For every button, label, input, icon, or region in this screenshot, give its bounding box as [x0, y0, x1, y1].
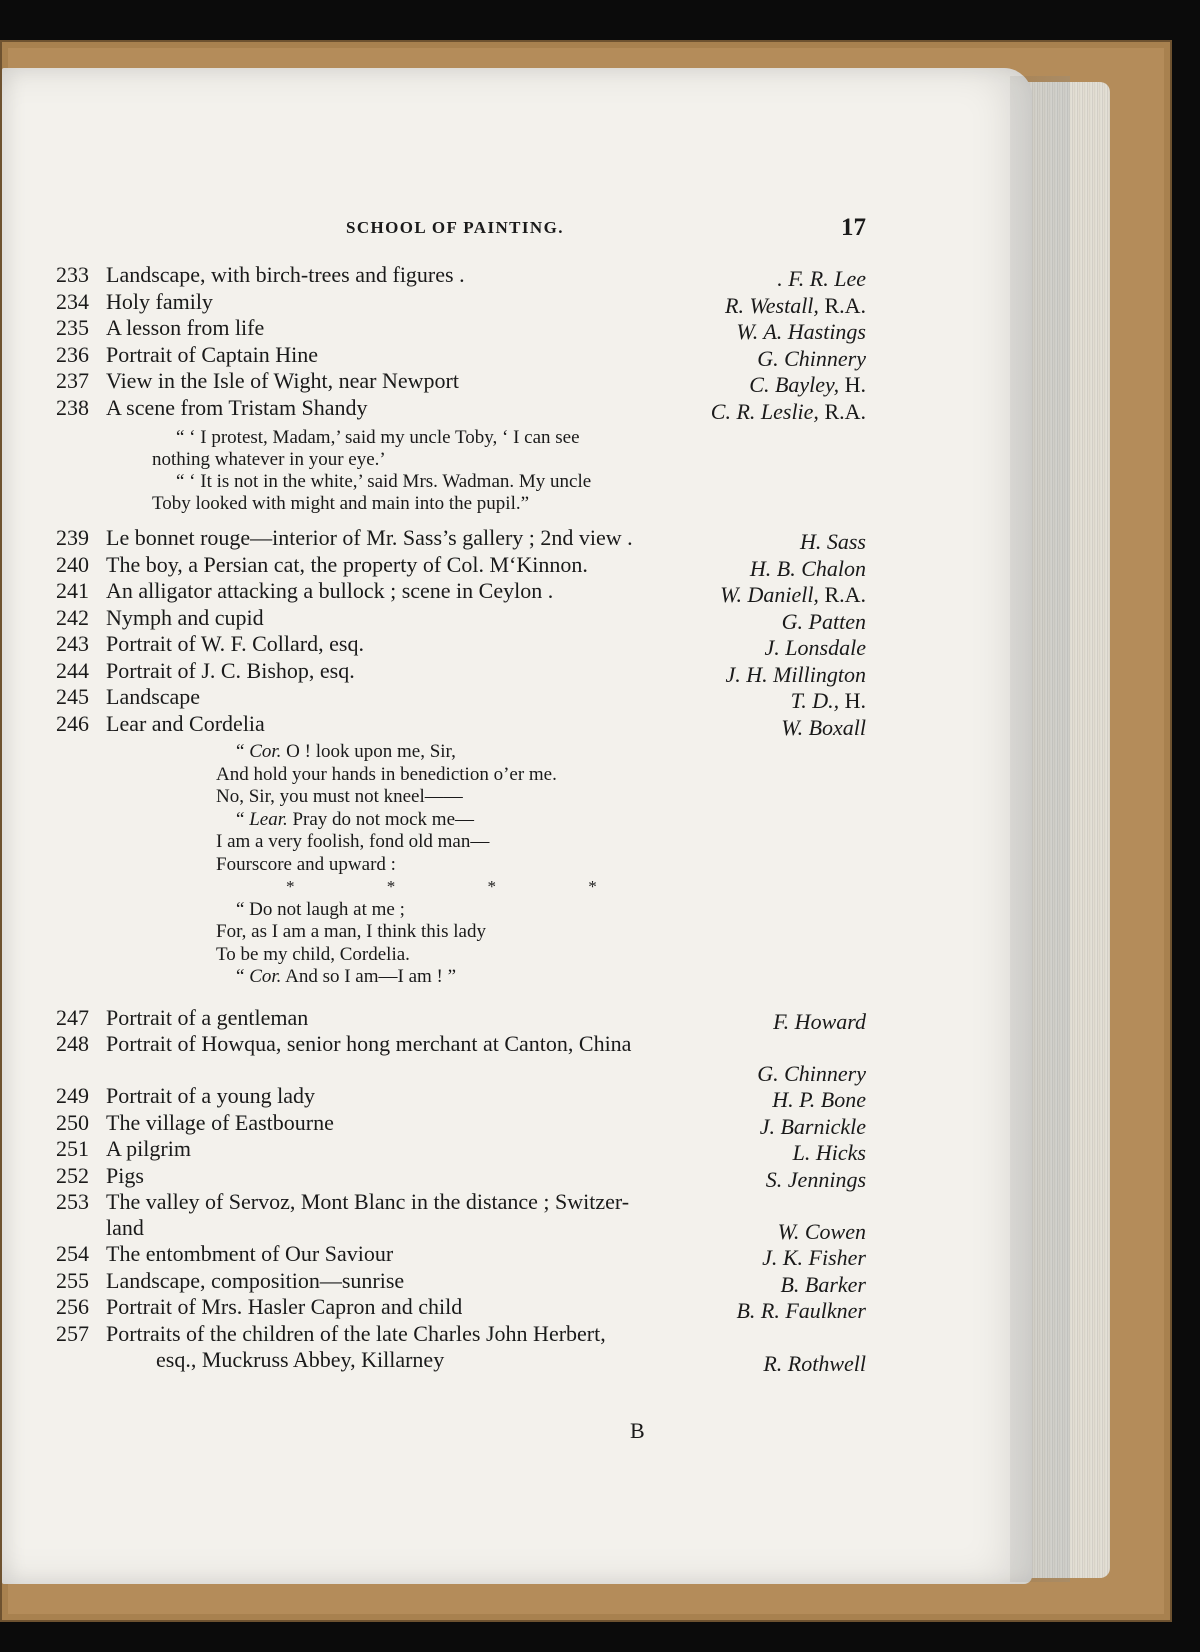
catalogue-entry: 234 Holy family R. Westall, R.A.	[56, 288, 866, 318]
catalogue-entry: 242 Nymph and cupid G. Patten	[56, 604, 866, 634]
signature-mark: B	[630, 1418, 645, 1443]
quotation-238: “ ‘ I protest, Madam,’ said my uncle Toby, ‘ I can see nothing whatever in your eye.’ “ ‘ It is not in the white,’ said Mrs. Wadman. My uncle Toby looked with might and main into the pupil.”	[152, 427, 592, 514]
catalogue-entry: 233 Landscape, with birch-trees and figures . . F. R. Lee	[56, 262, 866, 291]
catalogue-entry: 248 Portrait of Howqua, senior hong merchant at Canton, China G. Chinnery	[56, 1031, 866, 1086]
catalogue-entry: 235 A lesson from life W. A. Hastings	[56, 315, 866, 344]
artist-name: S. Jennings	[765, 1166, 866, 1192]
catalogue-entries	[56, 262, 866, 1376]
artist-name: B. Barker	[780, 1271, 866, 1297]
catalogue-entry: 245 Landscape T. D., H.	[56, 684, 866, 713]
catalogue-entry: 239 Le bonnet rouge—interior of Mr. Sass’s gallery ; 2nd view . H. Sass	[56, 525, 866, 554]
catalogue-entry: 241 An alligator attacking a bullock ; scene in Ceylon . W. Daniell, R.A.	[56, 578, 866, 607]
artist-name: C. Bayley, H.	[749, 372, 866, 397]
artist-name: W. Boxall	[781, 714, 866, 740]
artist-name: G. Chinnery	[757, 345, 866, 371]
page-number: 17	[841, 214, 866, 241]
catalogue-entry: 252 Pigs S. Jennings	[56, 1162, 866, 1192]
artist-name: H. P. Bone	[772, 1087, 866, 1112]
catalogue-entry: 251 A pilgrim L. Hicks	[56, 1136, 866, 1165]
artist-name: J. H. Millington	[725, 661, 866, 687]
artist-name: W. A. Hastings	[736, 319, 866, 344]
catalogue-entry: 247 Portrait of a gentleman F. Howard	[56, 1004, 866, 1034]
catalogue-entry: 238 A scene from Tristam Shandy C. R. Leslie, R.A.	[56, 394, 866, 424]
artist-name: H. B. Chalon	[749, 555, 866, 581]
catalogue-entry: 256 Portrait of Mrs. Hasler Capron and child B. R. Faulkner	[56, 1294, 866, 1323]
artist-name: R. Westall, R.A.	[725, 292, 866, 318]
artist-name: T. D., H.	[790, 688, 866, 713]
catalogue-entry: 257 Portraits of the children of the late Charles John Herbert, esq., Muckruss Abbey, Killarney R. Rothwell	[56, 1320, 866, 1376]
artist-name: B. R. Faulkner	[736, 1298, 866, 1323]
artist-name: F. Howard	[773, 1008, 866, 1034]
catalogue-entry: 246 Lear and Cordelia W. Boxall	[56, 710, 866, 740]
catalogue-entry: 243 Portrait of W. F. Collard, esq. J. Lonsdale	[56, 631, 866, 660]
catalogue-entry: 236 Portrait of Captain Hine G. Chinnery	[56, 341, 866, 371]
artist-name: W. Cowen	[777, 1219, 866, 1244]
catalogue-entry: 249 Portrait of a young lady H. P. Bone	[56, 1083, 866, 1112]
artist-name: . F. R. Lee	[777, 266, 866, 291]
catalogue-entry: 254 The entombment of Our Saviour J. K. Fisher	[56, 1241, 866, 1270]
artist-name: J. K. Fisher	[762, 1245, 866, 1270]
artist-name: H. Sass	[799, 529, 866, 554]
artist-name: W. Daniell, R.A.	[720, 582, 866, 607]
artist-name: L. Hicks	[792, 1140, 866, 1165]
catalogue-entry: 240 The boy, a Persian cat, the property of Col. M‘Kinnon. H. B. Chalon	[56, 551, 866, 581]
artist-name: C. R. Leslie, R.A.	[710, 398, 866, 424]
catalogue-entry: 253 The valley of Servoz, Mont Blanc in the distance ; Switzer- land W. Cowen	[56, 1189, 866, 1244]
artist-name: J. Barnickle	[759, 1113, 866, 1139]
artist-name: J. Lonsdale	[764, 635, 866, 660]
page-header	[56, 214, 866, 254]
verse-246: “ Cor. O ! look upon me, Sir, And hold your hands in benediction o’er me. No, Sir, you must not kneel—— “ Lear. Pray do not mock me— I am a very foolish, fond old man— Fourscore and upward : * * * * “ Do not laugh at me ; For, as I am a man, I think this lady To be my child, Cordelia. “ Cor. And so I am—I am ! ”	[216, 741, 641, 987]
catalogue-entry: 244 Portrait of J. C. Bishop, esq. J. H. Millington	[56, 657, 866, 687]
running-head: SCHOOL OF PAINTING.	[346, 218, 564, 237]
artist-name: R. Rothwell	[763, 1350, 866, 1376]
artist-name: G. Patten	[781, 608, 866, 634]
catalogue-entry: 237 View in the Isle of Wight, near Newport C. Bayley, H.	[56, 368, 866, 397]
catalogue-entry: 255 Landscape, composition—sunrise B. Barker	[56, 1267, 866, 1297]
artist-name: G. Chinnery	[757, 1061, 866, 1086]
catalogue-entry: 250 The village of Eastbourne J. Barnickle	[56, 1109, 866, 1139]
